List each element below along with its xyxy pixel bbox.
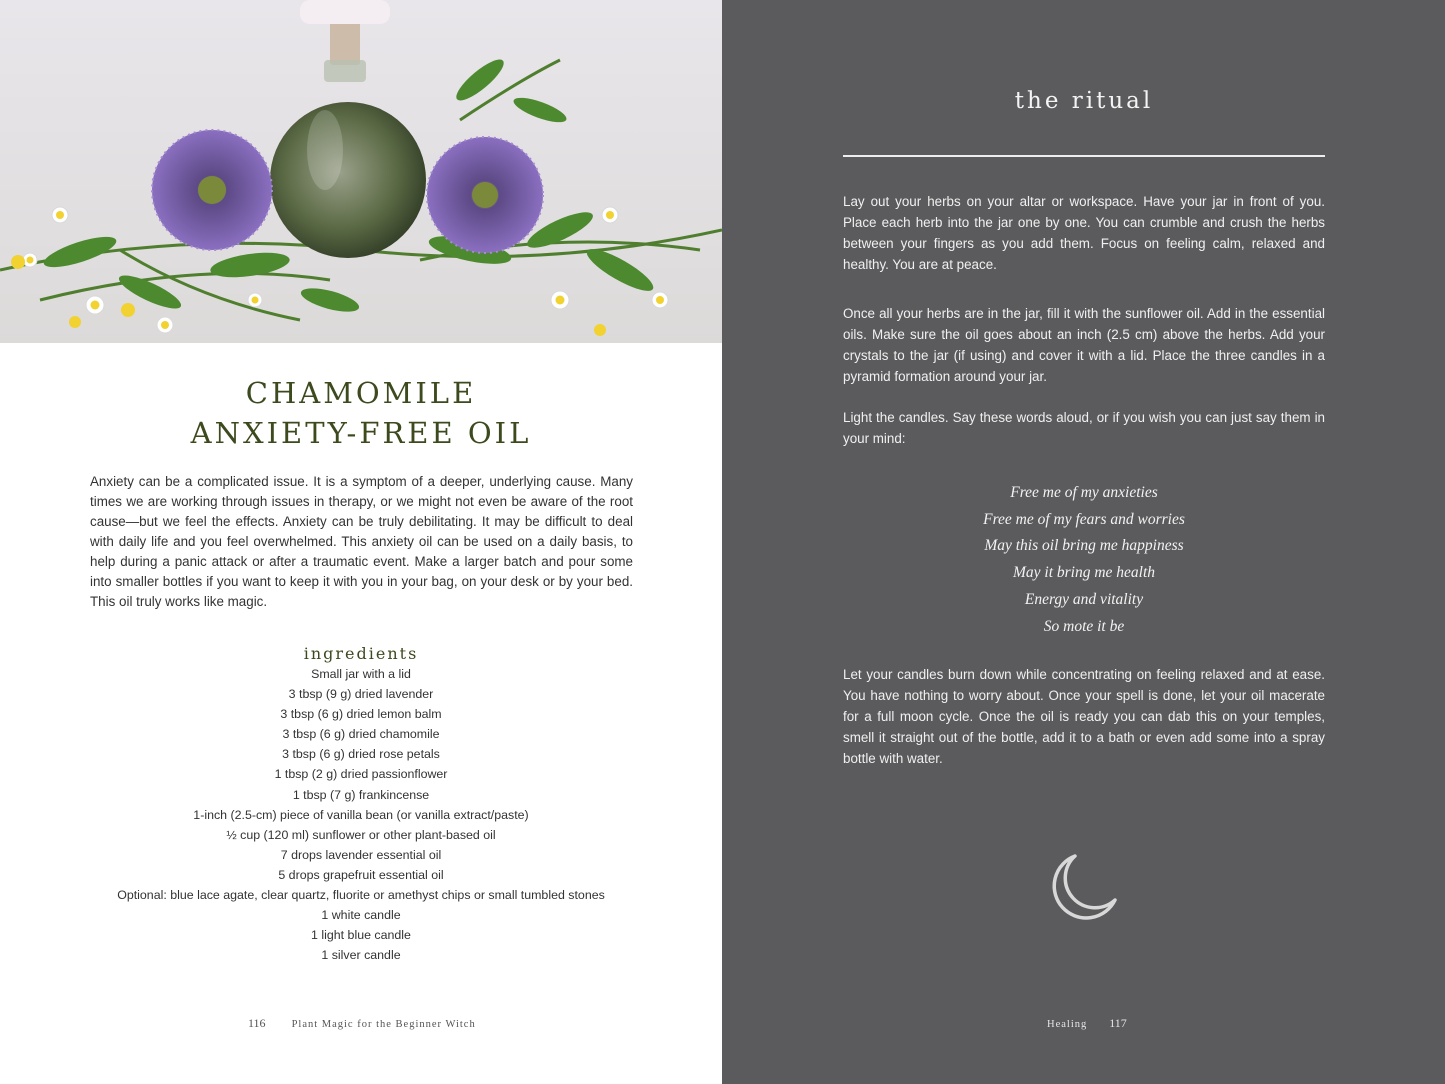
- ingredient-item: ½ cup (120 ml) sunflower or other plant-based oil: [226, 827, 496, 842]
- incantation: [843, 480, 1325, 640]
- ingredient-item: Optional: blue lace agate, clear quartz, fluorite or amethyst chips or small tumbled stones: [117, 888, 605, 903]
- incantation-line: May it bring me health: [1012, 564, 1156, 582]
- ritual-paragraph-2: Once all your herbs are in the jar, fill it with the sunflower oil. Add in the essential oils. Make sure the oil goes about an inch (2.5 cm) above the herbs. Add your crystals to the jar (if using) and cover it with a lid. Place the three candles in a pyramid formation around your jar.: [843, 306, 1325, 384]
- section-name: Healing: [1047, 1019, 1088, 1030]
- ingredient-item: 1 tbsp (2 g) dried passionflower: [274, 767, 448, 782]
- incantation-line: Free me of my anxieties: [1010, 484, 1158, 501]
- ingredient-item: 1 silver candle: [321, 948, 401, 963]
- incantation-line: Free me of my fears and worries: [983, 510, 1185, 528]
- ritual-paragraph-4: Let your candles burn down while concentrating on feeling relaxed and at ease. You have nothing to worry about. Once your spell is done, let your oil macerate for a full moon cycle. Once the oil is ready you can dab this on your temples, smell it straight out of the bottle, add it to a bath or even add some into a spray bottle with water.: [843, 667, 1325, 766]
- page-number-left: 116: [248, 1016, 266, 1030]
- book-title: Plant Magic for the Beginner Witch: [291, 1019, 476, 1030]
- recipe-title-line-2: ANXIETY-FREE OIL: [190, 416, 532, 450]
- ingredient-item: 3 tbsp (6 g) dried rose petals: [282, 747, 440, 762]
- ingredient-item: 1 tbsp (7 g) frankincense: [292, 787, 430, 802]
- incantation-line: So mote it be: [1043, 617, 1125, 635]
- ingredient-item: 1 white candle: [321, 908, 401, 923]
- intro-paragraph: Anxiety can be a complicated issue. It is a symptom of a deeper, underlying cause. Many times we are working through issues in therapy, or we might not even be aware of the root cause—but we feel the effects. Anxiety can be truly debilitating. It may be difficult to deal with daily life and you feel overwhelmed. This anxiety oil can be used on a daily basis, to help during a panic attack or after a traumatic event. Make a larger batch and pour some into smaller bottles if you want to keep it with you in your bag, on your desk or by your bed. This oil truly works like magic.: [90, 474, 633, 609]
- incantation-line: May this oil bring me happiness: [984, 537, 1184, 555]
- ritual-paragraph-3: Light the candles. Say these words aloud, or if you wish you can just say them in your mind:: [843, 410, 1325, 446]
- herb-oil-bottle-photo: [0, 0, 722, 343]
- ingredient-item: 1-inch (2.5-cm) piece of vanilla bean (or vanilla extract/paste): [193, 807, 529, 822]
- ingredient-item: 1 light blue candle: [311, 928, 411, 943]
- ritual-paragraph-1: Lay out your herbs on your altar or workspace. Have your jar in front of you. Place each herb into the jar one by one. You can crumble and crush the herbs between your fingers as you add them. Focus on feeling calm, relaxed and healthy. You are at peace.: [843, 194, 1325, 272]
- ritual-heading: the ritual: [1014, 88, 1154, 114]
- ingredients-list: [0, 664, 722, 965]
- crescent-moon-icon: [1045, 850, 1121, 926]
- right-page-footer: [1047, 1014, 1127, 1032]
- left-page: [0, 0, 722, 1084]
- heading-divider: [843, 155, 1325, 157]
- ingredient-item: 5 drops grapefruit essential oil: [278, 867, 444, 882]
- recipe-title: [0, 373, 722, 453]
- ingredient-item: 3 tbsp (9 g) dried lavender: [288, 687, 434, 702]
- incantation-line: Energy and vitality: [1024, 590, 1144, 608]
- ingredient-item: 3 tbsp (6 g) dried lemon balm: [280, 707, 442, 722]
- ingredient-item: 3 tbsp (6 g) dried chamomile: [282, 727, 440, 742]
- ingredient-item: Small jar with a lid: [311, 667, 411, 681]
- ingredients-heading: ingredients: [303, 644, 419, 663]
- left-page-footer: [248, 1014, 476, 1032]
- page-number-right: 117: [1109, 1016, 1127, 1030]
- recipe-title-line-1: CHAMOMILE: [245, 376, 477, 410]
- ingredient-item: 7 drops lavender essential oil: [280, 847, 442, 862]
